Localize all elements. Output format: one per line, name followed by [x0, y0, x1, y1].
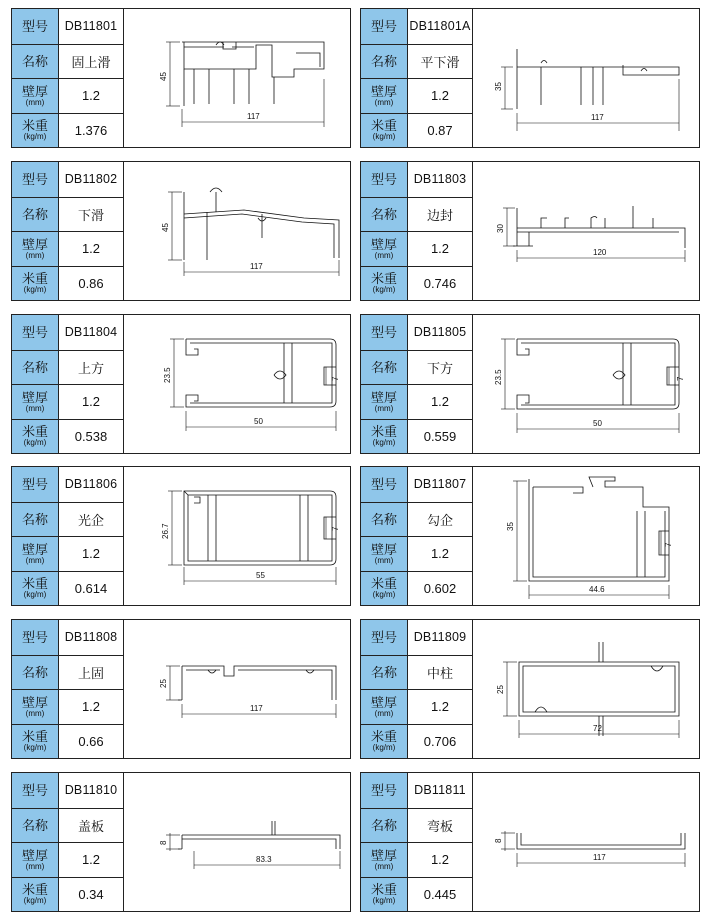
profile-drawing [473, 773, 699, 911]
spec-table [12, 467, 124, 605]
profile-name: 上方 [59, 350, 124, 384]
profile-drawing [124, 773, 350, 911]
profile-card [11, 619, 351, 759]
weight-label: 米重 (kg/m) [361, 877, 408, 911]
spec-table [361, 467, 473, 605]
model-code: DB11801A [408, 9, 473, 44]
model-label: 型号 [12, 773, 59, 808]
side-dim: 7 [676, 376, 685, 381]
profile-name: 勾企 [408, 502, 473, 536]
profile-card [360, 8, 700, 148]
height-dim: 45 [161, 223, 170, 232]
profile-drawing [473, 620, 699, 758]
meter-weight: 1.376 [59, 113, 124, 147]
model-label: 型号 [361, 467, 408, 502]
model-code: DB11805 [408, 315, 473, 350]
profile-name: 平下滑 [408, 44, 473, 78]
width-dim: 50 [593, 419, 602, 428]
profile-drawing [124, 162, 350, 300]
meter-weight: 0.746 [408, 266, 473, 300]
name-label: 名称 [12, 350, 59, 384]
meter-weight: 0.86 [59, 266, 124, 300]
model-label: 型号 [361, 9, 408, 44]
width-dim: 117 [250, 704, 263, 713]
wall-thickness: 1.2 [59, 689, 124, 724]
model-code: DB11808 [59, 620, 124, 655]
wall-thickness: 1.2 [59, 231, 124, 266]
name-label: 名称 [361, 44, 408, 78]
profile-name: 边封 [408, 197, 473, 231]
name-label: 名称 [12, 655, 59, 689]
wall-label: 壁厚 (mm) [361, 842, 408, 877]
meter-weight: 0.445 [408, 877, 473, 911]
wall-label: 壁厚 (mm) [361, 78, 408, 113]
spec-table [361, 773, 473, 911]
meter-weight: 0.34 [59, 877, 124, 911]
height-dim: 25 [159, 679, 168, 688]
model-label: 型号 [361, 315, 408, 350]
wall-label: 壁厚 (mm) [12, 842, 59, 877]
profile-card [11, 772, 351, 912]
wall-label: 壁厚 (mm) [361, 231, 408, 266]
wall-thickness: 1.2 [59, 536, 124, 571]
model-code: DB11810 [59, 773, 124, 808]
wall-thickness: 1.2 [59, 78, 124, 113]
spec-table [12, 9, 124, 147]
height-dim: 45 [159, 72, 168, 81]
wall-label: 壁厚 (mm) [12, 536, 59, 571]
model-code: DB11811 [408, 773, 473, 808]
weight-label: 米重 (kg/m) [12, 266, 59, 300]
width-dim: 117 [250, 262, 263, 271]
width-dim: 117 [593, 853, 606, 862]
profile-name: 下方 [408, 350, 473, 384]
model-label: 型号 [361, 773, 408, 808]
model-label: 型号 [361, 620, 408, 655]
profile-card [11, 161, 351, 301]
wall-thickness: 1.2 [408, 842, 473, 877]
model-label: 型号 [12, 162, 59, 197]
weight-label: 米重 (kg/m) [12, 419, 59, 453]
model-label: 型号 [12, 467, 59, 502]
profile-drawing [124, 620, 350, 758]
width-dim: 120 [593, 248, 607, 257]
profile-drawing [124, 315, 350, 453]
model-code: DB11804 [59, 315, 124, 350]
height-dim: 8 [494, 838, 503, 843]
weight-label: 米重 (kg/m) [361, 724, 408, 758]
model-code: DB11801 [59, 9, 124, 44]
height-dim: 8 [159, 840, 168, 845]
width-dim: 44.6 [589, 585, 605, 594]
profile-card [360, 466, 700, 606]
height-dim: 30 [496, 224, 505, 233]
model-label: 型号 [12, 9, 59, 44]
wall-label: 壁厚 (mm) [12, 689, 59, 724]
meter-weight: 0.602 [408, 571, 473, 605]
wall-label: 壁厚 (mm) [12, 231, 59, 266]
wall-label: 壁厚 (mm) [361, 536, 408, 571]
height-dim: 26.7 [161, 523, 170, 539]
spec-table [12, 315, 124, 453]
wall-label: 壁厚 (mm) [12, 78, 59, 113]
weight-label: 米重 (kg/m) [12, 113, 59, 147]
name-label: 名称 [361, 197, 408, 231]
profile-card [360, 772, 700, 912]
spec-table [361, 162, 473, 300]
model-code: DB11803 [408, 162, 473, 197]
name-label: 名称 [12, 197, 59, 231]
height-dim: 35 [506, 522, 515, 531]
wall-thickness: 1.2 [408, 78, 473, 113]
profile-name: 固上滑 [59, 44, 124, 78]
height-dim: 23.5 [163, 367, 172, 383]
wall-thickness: 1.2 [408, 231, 473, 266]
meter-weight: 0.538 [59, 419, 124, 453]
profile-drawing [124, 467, 350, 605]
name-label: 名称 [12, 502, 59, 536]
wall-thickness: 1.2 [408, 384, 473, 419]
weight-label: 米重 (kg/m) [361, 571, 408, 605]
model-code: DB11806 [59, 467, 124, 502]
weight-label: 米重 (kg/m) [12, 877, 59, 911]
profile-name: 中柱 [408, 655, 473, 689]
wall-label: 壁厚 (mm) [361, 384, 408, 419]
profile-name: 下滑 [59, 197, 124, 231]
profile-card [11, 8, 351, 148]
weight-label: 米重 (kg/m) [361, 113, 408, 147]
profile-card [11, 466, 351, 606]
meter-weight: 0.614 [59, 571, 124, 605]
profile-card [360, 619, 700, 759]
meter-weight: 0.559 [408, 419, 473, 453]
height-dim: 35 [494, 82, 503, 91]
model-code: DB11802 [59, 162, 124, 197]
width-dim: 117 [591, 113, 604, 122]
name-label: 名称 [361, 350, 408, 384]
profile-name: 上固 [59, 655, 124, 689]
profile-drawing [473, 467, 699, 605]
height-dim: 25 [496, 685, 505, 694]
name-label: 名称 [12, 44, 59, 78]
wall-label: 壁厚 (mm) [12, 384, 59, 419]
name-label: 名称 [361, 655, 408, 689]
side-dim: 7 [331, 526, 340, 531]
width-dim: 55 [256, 571, 265, 580]
weight-label: 米重 (kg/m) [361, 266, 408, 300]
spec-table [361, 315, 473, 453]
side-dim: 7 [664, 542, 673, 547]
weight-label: 米重 (kg/m) [12, 724, 59, 758]
wall-thickness: 1.2 [408, 536, 473, 571]
meter-weight: 0.87 [408, 113, 473, 147]
meter-weight: 0.66 [59, 724, 124, 758]
wall-thickness: 1.2 [408, 689, 473, 724]
profile-drawing [473, 315, 699, 453]
profile-drawing [473, 162, 699, 300]
spec-table [12, 620, 124, 758]
profile-drawing [473, 9, 699, 147]
spec-table [361, 620, 473, 758]
height-dim: 23.5 [494, 369, 503, 385]
wall-thickness: 1.2 [59, 384, 124, 419]
model-code: DB11809 [408, 620, 473, 655]
profile-name: 弯板 [408, 808, 473, 842]
profile-name: 光企 [59, 502, 124, 536]
name-label: 名称 [12, 808, 59, 842]
width-dim: 50 [254, 417, 263, 426]
model-label: 型号 [361, 162, 408, 197]
model-label: 型号 [12, 315, 59, 350]
weight-label: 米重 (kg/m) [12, 571, 59, 605]
model-label: 型号 [12, 620, 59, 655]
wall-thickness: 1.2 [59, 842, 124, 877]
spec-table [361, 9, 473, 147]
spec-table [12, 773, 124, 911]
width-dim: 117 [247, 112, 260, 121]
profile-card [360, 161, 700, 301]
name-label: 名称 [361, 808, 408, 842]
model-code: DB11807 [408, 467, 473, 502]
meter-weight: 0.706 [408, 724, 473, 758]
profile-card [360, 314, 700, 454]
width-dim: 72 [593, 724, 602, 733]
side-dim: 7 [331, 376, 340, 381]
spec-table [12, 162, 124, 300]
wall-label: 壁厚 (mm) [361, 689, 408, 724]
name-label: 名称 [361, 502, 408, 536]
profile-name: 盖板 [59, 808, 124, 842]
width-dim: 83.3 [256, 855, 272, 864]
profile-card [11, 314, 351, 454]
weight-label: 米重 (kg/m) [361, 419, 408, 453]
profile-drawing [124, 9, 350, 147]
